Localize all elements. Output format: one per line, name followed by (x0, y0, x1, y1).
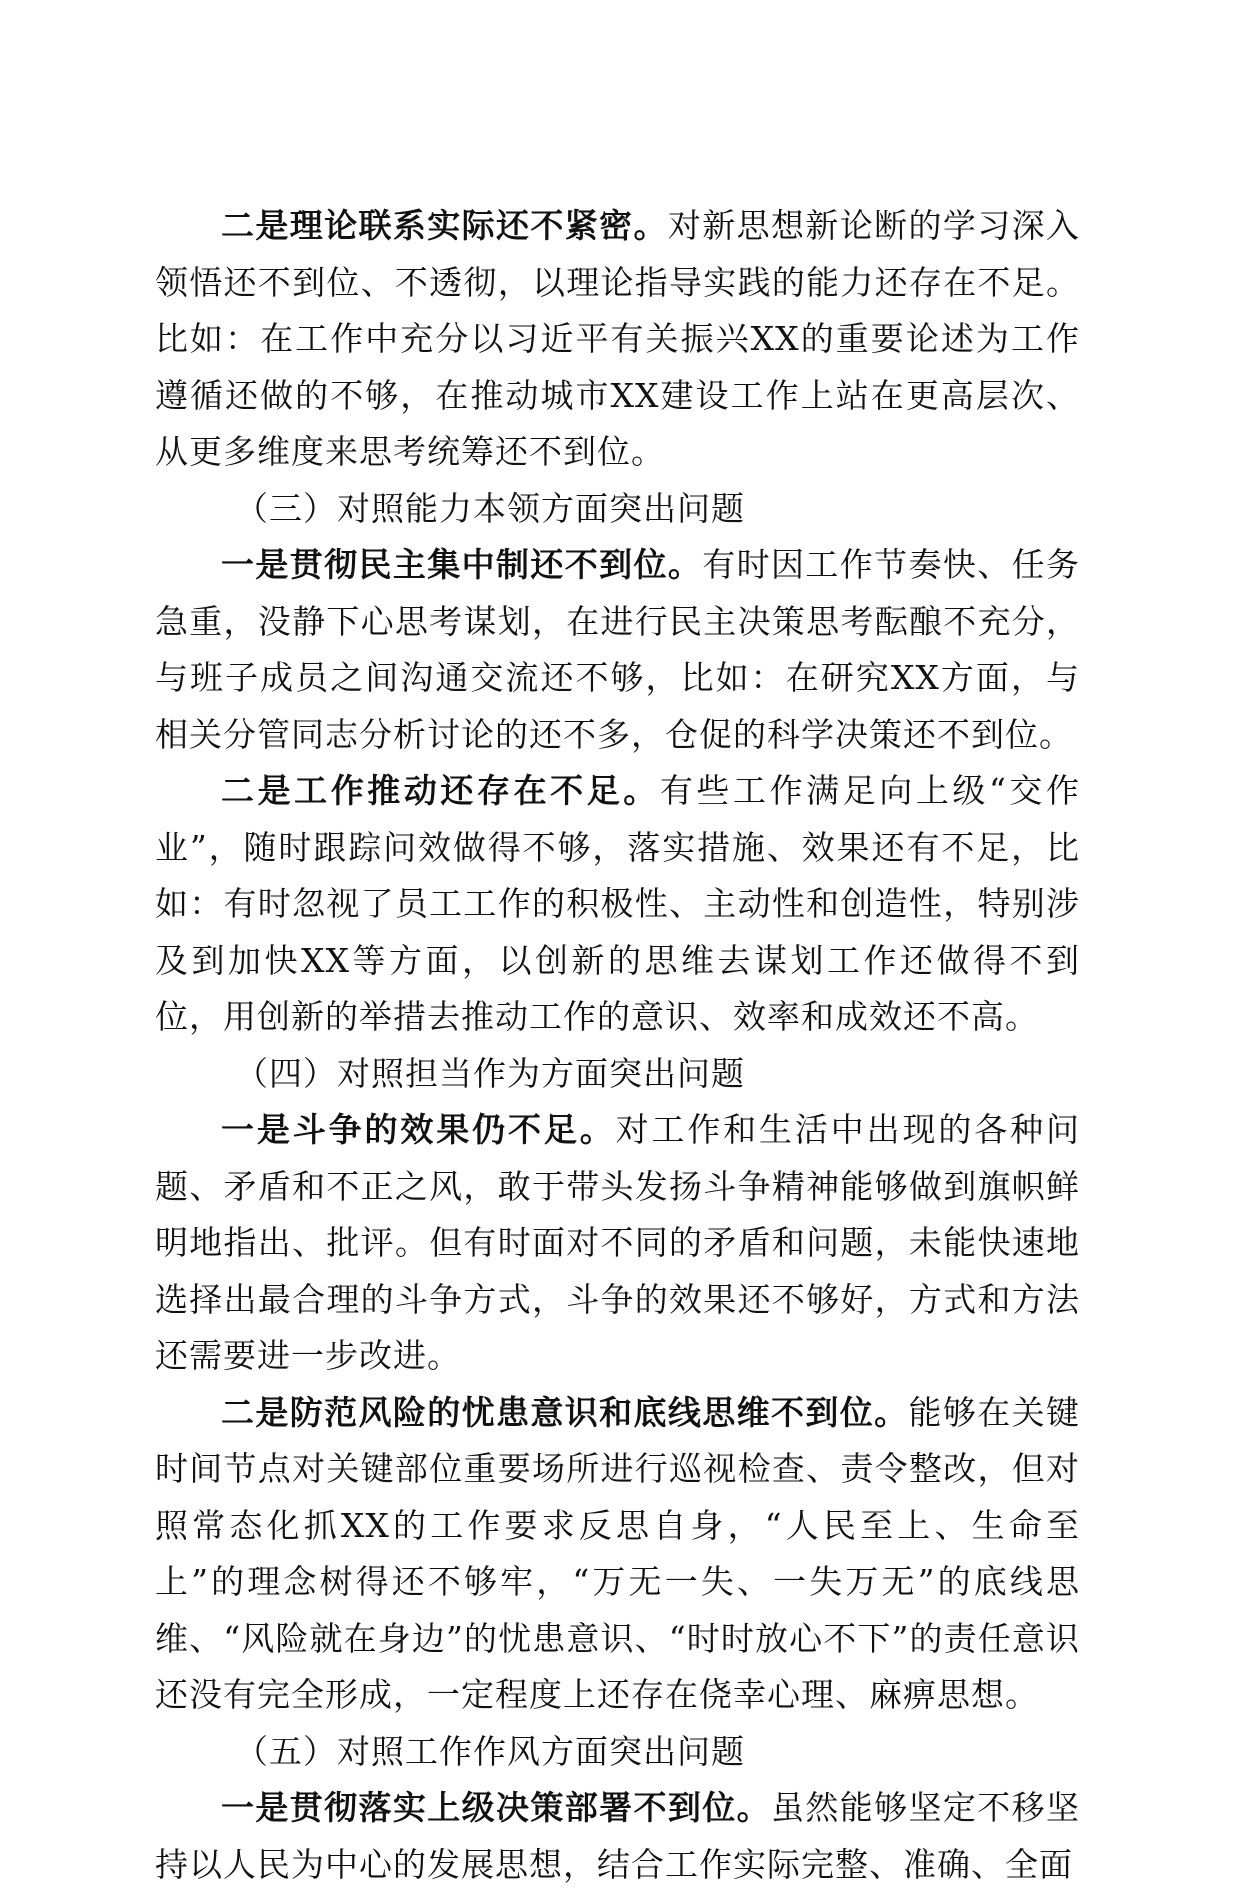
paragraph-text: 对新思想新论断的学习深入领悟还不到位、不透彻，以理论指导实践的能力还存在不足。比如：在工作中充分以习近平有关振兴XX的重要论述为工作遵循还做的不够，在推动城市XX建设工作上站在更高层次、从更多维度来思考统筹还不到位。 (155, 206, 1080, 471)
section-heading-4: （四）对照担当作为方面突出问题 (235, 1053, 745, 1093)
paragraph-lead: 二是工作推动还存在不足。 (221, 771, 660, 810)
section-heading-5: （五）对照工作作风方面突出问题 (235, 1731, 745, 1771)
paragraph-text: 有时因工作节奏快、任务急重，没静下心思考谋划，在进行民主决策思考酝酿不充分，与班子成员之间沟通交流还不够，比如：在研究XX方面，与相关分管同志分析讨论的还不多，仓促的科学决策还不到位。 (155, 545, 1080, 754)
paragraph-work-promotion (155, 763, 1080, 1046)
paragraph-lead: 一是贯彻落实上级决策部署不到位。 (221, 1788, 771, 1827)
paragraph-democratic-centralism (155, 537, 1080, 763)
paragraph-theory-practice (155, 198, 1080, 481)
document-body (155, 198, 1080, 1893)
paragraph-risk-prevention (155, 1385, 1080, 1724)
paragraph-text: 虽然能够坚定不移坚持以人民为中心的发展思想，结合工作实际完整、准确、全面 (155, 1788, 1080, 1884)
section-heading-3: （三）对照能力本领方面突出问题 (235, 488, 745, 528)
paragraph-lead: 一是贯彻民主集中制还不到位。 (221, 545, 703, 584)
paragraph-lead: 二是理论联系实际还不紧密。 (221, 206, 668, 245)
paragraph-policy-implementation (155, 1780, 1080, 1893)
paragraph-lead: 二是防范风险的忧患意识和底线思维不到位。 (221, 1392, 909, 1432)
paragraph-lead: 一是斗争的效果仍不足。 (221, 1110, 616, 1149)
paragraph-text: 对工作和生活中出现的各种问题、矛盾和不正之风，敢于带头发扬斗争精神能够做到旗帜鲜明地指出、批评。但有时面对不同的矛盾和问题，未能快速地选择出最合理的斗争方式，斗争的效果还不够好，方式和方法还需要进一步改进。 (155, 1110, 1081, 1375)
paragraph-text: 有些工作满足向上级“交作业”，随时跟踪问效做得不够，落实措施、效果还有不足，比如：有时忽视了员工工作的积极性、主动性和创造性，特别涉及到加快XX等方面，以创新的思维去谋划工作还做得不到位，用创新的举措去推动工作的意识、效率和成效还不高。 (155, 771, 1081, 1036)
paragraph-struggle-effect (155, 1102, 1080, 1385)
paragraph-text: 能够在关键时间节点对关键部位重要场所进行巡视检查、责令整改，但对照常态化抓XX的工作要求反思自身，“人民至上、生命至上”的理念树得还不够牢，“万无一失、一失万无”的底线思维、“风险就在身边”的忧患意识、“时时放心不下”的责任意识还没有完全形成，一定程度上还存在侥幸心理、麻痹思想。 (155, 1392, 1080, 1714)
